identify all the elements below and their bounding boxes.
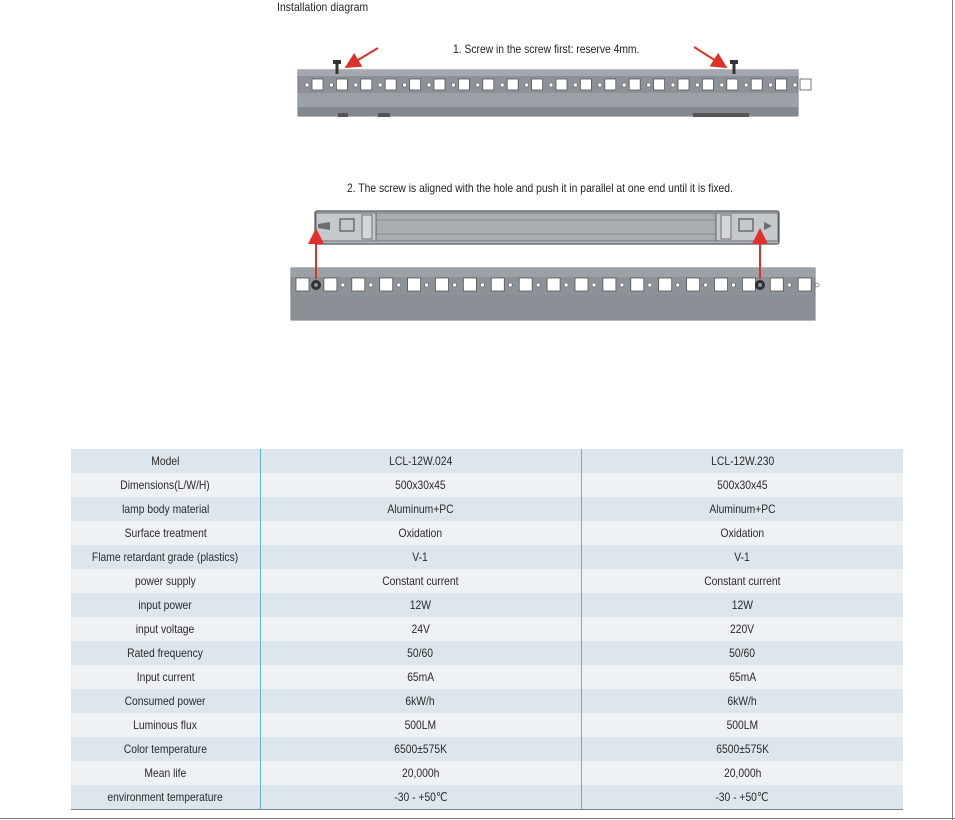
spec-value-model-230: 6500±575K: [581, 737, 903, 761]
rail-slot: [458, 79, 469, 90]
spec-value-model-230: 500x30x45: [581, 473, 903, 497]
spec-value-model-024: 6500±575K: [260, 737, 581, 761]
rail-hole: [508, 283, 512, 287]
spec-value-model-230: 6kW/h: [581, 689, 903, 713]
rail-slot: [312, 79, 323, 90]
rail-hole: [573, 83, 577, 87]
rail-slot: [408, 278, 421, 291]
rail-slot: [603, 278, 616, 291]
rail-slot: [296, 278, 309, 291]
rail-slot: [491, 278, 504, 291]
rail-slot: [434, 79, 445, 90]
spec-label: power supply: [71, 569, 260, 593]
rail-1: [298, 70, 798, 117]
rail-hole: [622, 83, 626, 87]
rail-hole: [676, 283, 680, 287]
rail-slot: [361, 79, 372, 90]
rail-slot: [580, 79, 591, 90]
rail-hole: [500, 83, 504, 87]
table-row: [71, 713, 903, 737]
spec-value-model-230: 12W: [581, 593, 903, 617]
spec-value-model-024: Oxidation: [260, 521, 581, 545]
rail-slot: [483, 79, 494, 90]
rail-slot: [687, 278, 700, 291]
spec-label: Model: [71, 449, 260, 473]
spec-label: Input current: [71, 665, 260, 689]
step1-caption: 1. Screw in the screw first: reserve 4mm.: [453, 42, 640, 56]
rail-slot: [352, 278, 365, 291]
section-title: Installation diagram: [277, 0, 369, 14]
spec-value-model-024: Aluminum+PC: [260, 497, 581, 521]
rail-slot: [436, 278, 449, 291]
spec-label: Consumed power: [71, 689, 260, 713]
table-row: [71, 785, 903, 810]
rail-slot: [556, 79, 567, 90]
rail-hole: [341, 283, 345, 287]
rail-hole: [671, 83, 675, 87]
rail-hole: [329, 83, 333, 87]
spec-value-model-230: 65mA: [581, 665, 903, 689]
rail-slot: [715, 278, 728, 291]
spec-label: Surface treatment: [71, 521, 260, 545]
spec-value-model-230: -30 - +50℃: [581, 785, 903, 810]
rail-slot: [770, 278, 783, 291]
spec-label: input power: [71, 593, 260, 617]
rail-slot: [776, 79, 787, 90]
rail-slot: [631, 278, 644, 291]
spec-table: [71, 449, 903, 810]
table-row: [71, 449, 903, 473]
spec-value-model-024: 6kW/h: [260, 689, 581, 713]
rail-hole: [647, 83, 651, 87]
spec-value-model-024: V-1: [260, 545, 581, 569]
table-row: [71, 737, 903, 761]
rail-slot: [324, 278, 337, 291]
screw-icon: [755, 280, 765, 290]
rail-hole: [305, 83, 309, 87]
spec-value-model-024: 500x30x45: [260, 473, 581, 497]
rail-slot: [798, 278, 811, 291]
spec-value-model-230: Oxidation: [581, 521, 903, 545]
rail-slot: [751, 79, 762, 90]
spec-label: lamp body material: [71, 497, 260, 521]
rail-hole: [564, 283, 568, 287]
page-bottom-border: [0, 818, 955, 819]
rail-hole: [592, 283, 596, 287]
spec-label: Luminous flux: [71, 713, 260, 737]
rail-hole: [549, 83, 553, 87]
rail-hole: [369, 283, 373, 287]
table-row: [71, 521, 903, 545]
table-row: [71, 473, 903, 497]
arrow-icon: [694, 47, 724, 66]
rail-hole: [598, 83, 602, 87]
rail-hole: [648, 283, 652, 287]
rail-hole: [620, 283, 624, 287]
rail-hole: [425, 283, 429, 287]
rail-slot: [336, 79, 347, 90]
rail-slot: [659, 278, 672, 291]
rail-slot: [463, 278, 476, 291]
rail-slot: [410, 79, 421, 90]
rail-slot: [654, 79, 665, 90]
spec-value-model-024: 24V: [260, 617, 581, 641]
step2-caption: 2. The screw is aligned with the hole and push it in parallel at one end until it is fixed.: [347, 181, 733, 195]
rail-hole: [769, 83, 773, 87]
spec-value-model-230: 500LM: [581, 713, 903, 737]
rail-hole: [787, 283, 791, 287]
rail-slot: [727, 79, 738, 90]
rail-hole: [695, 83, 699, 87]
spec-label: Rated frequency: [71, 641, 260, 665]
spec-label: input voltage: [71, 617, 260, 641]
spec-label: Flame retardant grade (plastics): [71, 545, 260, 569]
rail-hole: [397, 283, 401, 287]
rail-slot: [507, 79, 518, 90]
rail-slot: [605, 79, 616, 90]
table-row: [71, 545, 903, 569]
arrow-icon: [348, 48, 378, 66]
spec-value-model-024: 50/60: [260, 641, 581, 665]
spec-label: Mean life: [71, 761, 260, 785]
table-row: [71, 761, 903, 785]
spec-value-model-024: LCL-12W.024: [260, 449, 581, 473]
rail-hole: [476, 83, 480, 87]
rail-hole: [744, 83, 748, 87]
table-row: [71, 617, 903, 641]
rail-hole: [480, 283, 484, 287]
spec-value-model-230: Aluminum+PC: [581, 497, 903, 521]
rail-slot: [629, 79, 640, 90]
lamp-body: [315, 211, 779, 244]
table-row: [71, 497, 903, 521]
rail-slot: [385, 79, 396, 90]
table-row: [71, 665, 903, 689]
spec-value-model-024: 500LM: [260, 713, 581, 737]
spec-value-model-230: Constant current: [581, 569, 903, 593]
rail-hole: [536, 283, 540, 287]
spec-label: Color temperature: [71, 737, 260, 761]
rail-hole: [793, 83, 797, 87]
screw-icon: [311, 280, 321, 290]
spec-value-model-024: 20,000h: [260, 761, 581, 785]
rail-slot: [678, 79, 689, 90]
rail-slot: [532, 79, 543, 90]
rail-hole: [815, 283, 819, 287]
rail-hole: [427, 83, 431, 87]
spec-value-model-024: 12W: [260, 593, 581, 617]
spec-value-model-230: 20,000h: [581, 761, 903, 785]
spec-value-model-230: 50/60: [581, 641, 903, 665]
spec-value-model-230: 220V: [581, 617, 903, 641]
spec-value-model-230: LCL-12W.230: [581, 449, 903, 473]
table-row: [71, 641, 903, 665]
table-row: [71, 593, 903, 617]
rail-hole: [451, 83, 455, 87]
spec-value-model-230: V-1: [581, 545, 903, 569]
table-row: [71, 569, 903, 593]
rail-hole: [704, 283, 708, 287]
spec-label: Dimensions(L/W/H): [71, 473, 260, 497]
rail-hole: [378, 83, 382, 87]
rail-slot: [547, 278, 560, 291]
rail-slot: [380, 278, 393, 291]
spec-label: environment temperature: [71, 785, 260, 810]
spec-value-model-024: Constant current: [260, 569, 581, 593]
rail-hole: [525, 83, 529, 87]
rail-slot: [575, 278, 588, 291]
spec-value-model-024: -30 - +50℃: [260, 785, 581, 810]
rail-2: [291, 268, 815, 320]
rail-hole: [354, 83, 358, 87]
rail-slot: [702, 79, 713, 90]
spec-value-model-024: 65mA: [260, 665, 581, 689]
rail-slot: [742, 278, 755, 291]
rail-hole: [720, 83, 724, 87]
rail-slot: [800, 79, 811, 90]
rail-hole: [732, 283, 736, 287]
rail-slot: [519, 278, 532, 291]
rail-hole: [453, 283, 457, 287]
table-row: [71, 689, 903, 713]
rail-hole: [403, 83, 407, 87]
